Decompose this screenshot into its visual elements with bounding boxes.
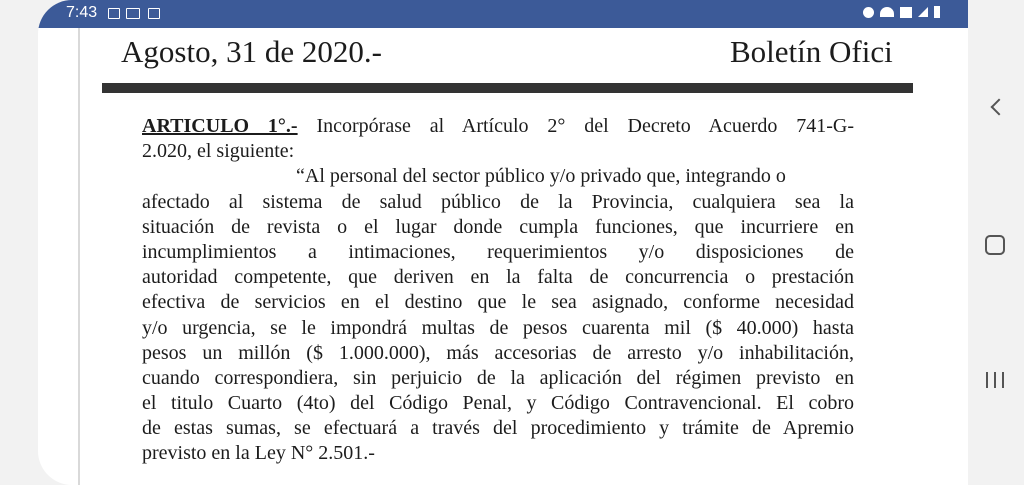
volte-icon: [900, 7, 912, 18]
article-line: “Al personal del sector público y/o privado que, integrando o: [296, 165, 786, 188]
home-icon[interactable]: [985, 235, 1005, 255]
article-label: ARTICULO 1°.-: [142, 115, 298, 137]
article-line: afectado al sistema de salud público de la Provincia, cualquiera sea la: [142, 190, 854, 213]
article-intro-2: 2.020, el siguiente:: [142, 140, 295, 163]
signal-icon: [918, 7, 928, 17]
back-icon[interactable]: [991, 99, 1008, 116]
article-line: y/o urgencia, se le impondrá multas de pesos cuarenta mil ($ 40.000) hasta: [142, 316, 854, 339]
article-line: incumplimientos a intimaciones, requerimientos y/o disposiciones de: [142, 240, 854, 263]
bulletin-title: Boletín Ofici: [730, 34, 893, 69]
header-rule: [102, 83, 913, 93]
status-time: 7:43: [66, 4, 98, 21]
bulletin-date: Agosto, 31 de 2020.-: [121, 34, 382, 69]
gallery-icon: [108, 8, 120, 19]
article-first-line: [142, 114, 854, 139]
article-line: autoridad competente, que deriven en la falta de concurrencia o prestación: [142, 266, 854, 289]
article-line: previsto en la Ley N° 2.501.-: [142, 442, 375, 465]
screen-icon: [126, 8, 140, 19]
phone-screen: [38, 0, 968, 485]
article-line: el titulo Cuarto (4to) del Código Penal, y Código Contravencional. El cobro: [142, 392, 854, 415]
status-bar: [38, 0, 968, 28]
article-line: de estas sumas, se efectuará a través del procedimiento y trámite de Apremio: [142, 417, 854, 440]
recents-icon[interactable]: [986, 372, 1004, 388]
article-line: efectiva de servicios en el destino que le sea asignado, conforme necesidad: [142, 291, 854, 314]
notification-icon: [148, 8, 160, 19]
navigation-bar: [968, 0, 1024, 485]
page-edge: [78, 28, 80, 485]
alarm-icon: [863, 7, 874, 18]
article-line: pesos un millón ($ 1.000.000), más accesorias de arresto y/o inhabilitación,: [142, 341, 854, 364]
battery-icon: [934, 6, 940, 18]
article-line: situación de revista o el lugar donde cumpla funciones, que incurriere en: [142, 215, 854, 238]
article-intro: Incorpórase al Artículo 2° del Decreto Acuerdo 741-G-: [316, 115, 855, 137]
article-line: cuando correspondiera, sin perjuicio de la aplicación del régimen previsto en: [142, 366, 854, 389]
wifi-icon: [880, 7, 894, 17]
article-body: [142, 114, 854, 467]
document-page: [78, 28, 913, 485]
